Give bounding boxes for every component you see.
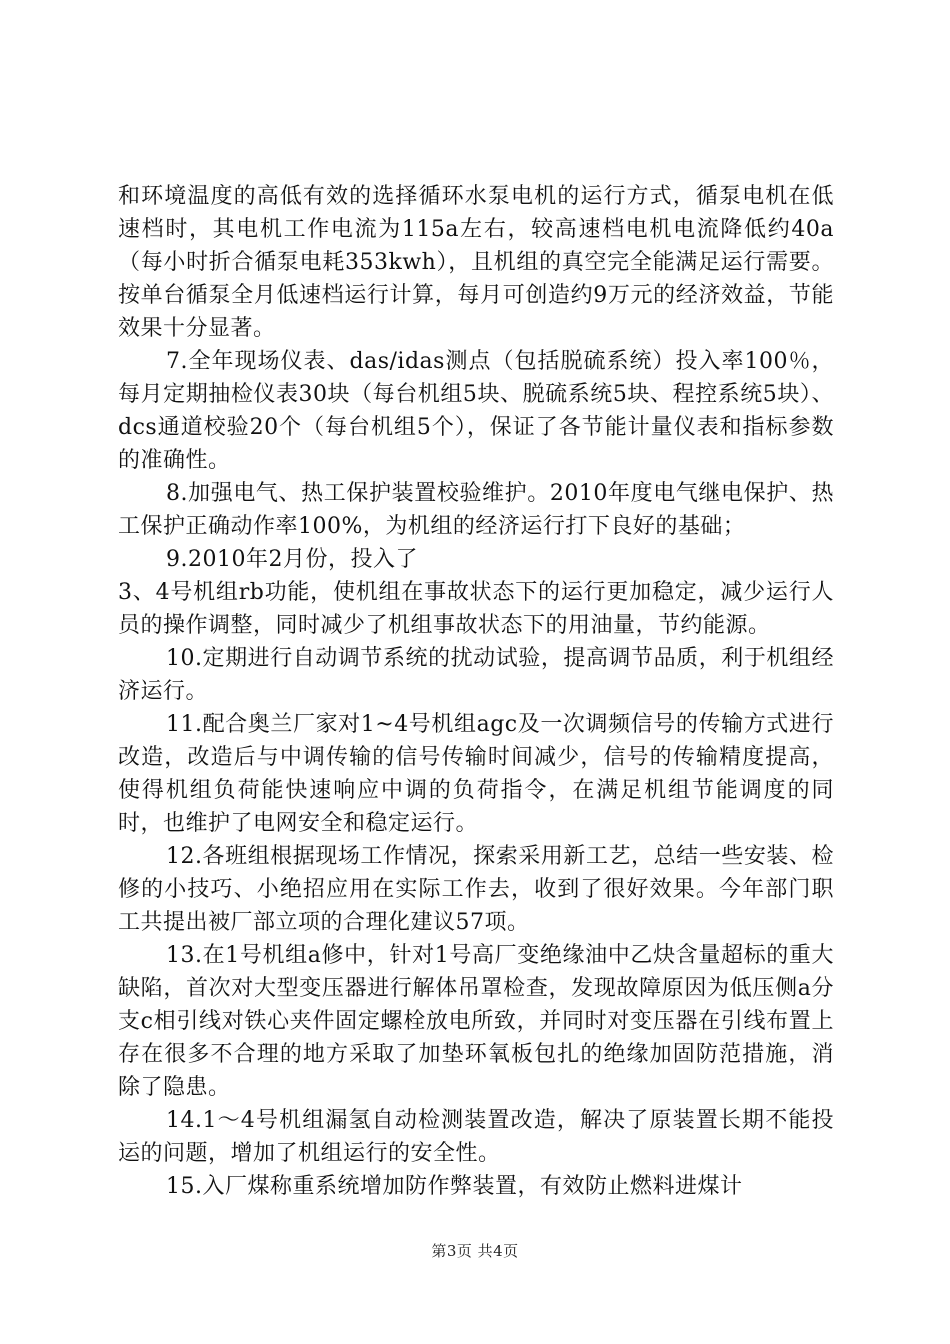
paragraph-item-10: 10.定期进行自动调节系统的扰动试验，提高调节品质，利于机组经济运行。 [118,646,834,704]
paragraph-item-9-continuation: 3、4号机组rb功能，使机组在事故状态下的运行更加稳定，减少运行人员的操作调整，同时减少了机组事故状态下的用油量，节约能源。 [118,580,834,638]
page-footer: 第3页 共4页 [431,1242,519,1260]
paragraph-item-14: 14.1～4号机组漏氢自动检测装置改造，解决了原装置长期不能投运的问题，增加了机组运行的安全性。 [118,1108,834,1166]
paragraph-item-11: 11.配合奥兰厂家对1~4号机组agc及一次调频信号的传输方式进行改造，改造后与中调传输的信号传输时间减少，信号的传输精度提高，使得机组负荷能快速响应中调的负荷指令，在满足机组节能调度的同时，也维护了电网安全和稳定运行。 [118,712,834,836]
paragraph-item-15: 15.入厂煤称重系统增加防作弊装置，有效防止燃料进煤计 [166,1174,743,1199]
paragraph-item-13: 13.在1号机组a修中，针对1号高厂变绝缘油中乙炔含量超标的重大缺陷，首次对大型变压器进行解体吊罩检查，发现故障原因为低压侧a分支c相引线对铁心夹件固定螺栓放电所致，并同时对变压器在引线布置上存在很多不合理的地方采取了加垫环氧板包扎的绝缘加固防范措施，消除了隐患。 [118,943,834,1100]
paragraph-continuation: 和环境温度的高低有效的选择循环水泵电机的运行方式，循泵电机在低速档时，其电机工作电流为115a左右，较高速档电机电流降低约40a（每小时折合循泵电耗353kwh），且机组的真空完全能满足运行需要。按单台循泵全月低速档运行计算，每月可创造约9万元的经济效益，节能效果十分显著。 [118,184,834,341]
document-body [118,180,834,1203]
paragraph-item-9: 9.2010年2月份，投入了 [166,547,418,572]
paragraph-item-7: 7.全年现场仪表、das/idas测点（包括脱硫系统）投入率100％，每月定期抽检仪表30块（每台机组5块、脱硫系统5块、程控系统5块）、dcs通道校验20个（每台机组5个），保证了各节能计量仪表和指标参数的准确性。 [118,349,834,473]
paragraph-item-12: 12.各班组根据现场工作情况，探索采用新工艺，总结一些安装、检修的小技巧、小绝招应用在实际工作去，收到了很好效果。今年部门职工共提出被厂部立项的合理化建议57项。 [118,844,834,935]
paragraph-item-8: 8.加强电气、热工保护装置校验维护。2010年度电气继电保护、热工保护正确动作率100%，为机组的经济运行打下良好的基础； [118,481,834,539]
